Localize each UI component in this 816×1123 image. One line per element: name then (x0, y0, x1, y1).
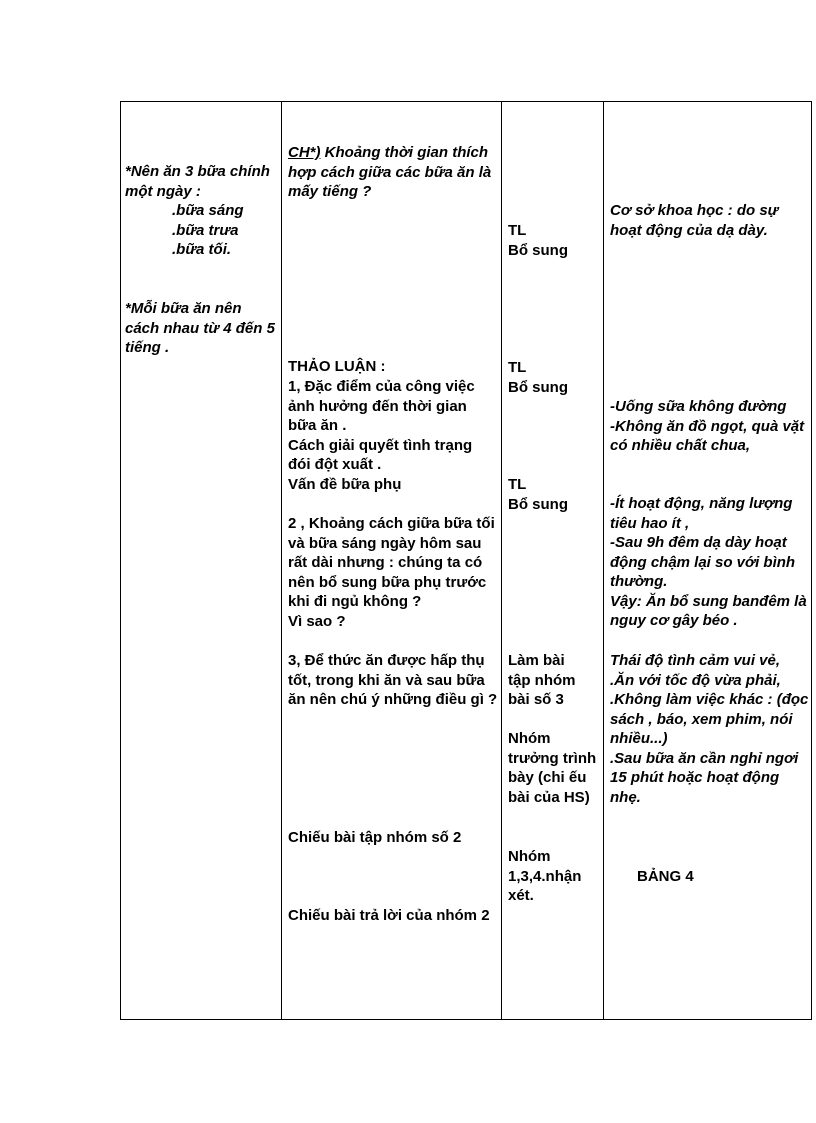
science-basis: Cơ sở khoa học : do sự hoạt động của dạ dày. (610, 202, 779, 239)
interval-note: *Mỗi bữa ăn nên cách nhau từ 4 đến 5 tiếng . (125, 300, 275, 356)
meal-breakfast: .bữa sáng (172, 202, 244, 219)
show-group-2-exercise: Chiếu bài tập nhóm số 2 (288, 829, 462, 846)
discussion-item-3: 3, Để thức ăn được hấp thụ tốt, trong khi ăn và sau bữa ăn nên chú ý những điều gì ? (288, 652, 498, 708)
groups-comment: Nhóm 1,3,4.nhận xét. (508, 848, 582, 904)
column-divider (603, 101, 604, 1020)
question-text: Khoảng thời gian thích hợp cách giữa các bữa ăn là mấy tiếng ? (288, 144, 492, 200)
meal-lunch: .bữa trưa (172, 222, 239, 239)
group-exercise: Làm bài tập nhóm bài số 3 (508, 652, 576, 708)
column-divider (281, 101, 282, 1020)
leader-present: Nhóm trưởng trình bày (chi ếu bài của HS) (508, 730, 597, 806)
question-1 (288, 143, 493, 202)
board-label: BẢNG 4 (637, 868, 694, 885)
answer-supplement-1: TL Bổ sung (508, 222, 568, 259)
advice-1: -Uống sữa không đường -Không ăn đồ ngọt, quà vặt có nhiều chất chua, (610, 398, 805, 454)
answer-supplement-2: TL Bổ sung (508, 359, 568, 396)
discussion-item-2: 2 , Khoảng cách giữa bữa tối và bữa sáng ngày hôm sau rất dài nhưng : chúng ta có nên bổ sung bữa phụ trước khi đi ngủ không ? Vì sao ? (288, 515, 495, 630)
column-divider (501, 101, 502, 1020)
attitude-notes: Thái độ tình cảm vui vẻ, .Ăn với tốc độ vừa phải, .Không làm việc khác : (đọc sách , báo, xem phim, nói nhiều...) .Sau bữa ăn cần nghỉ ngơi 15 phút hoặc hoạt động nhẹ. (610, 652, 809, 806)
discussion-item-1: 1, Đặc điểm của công việc ảnh hưởng đến thời gian bữa ăn . Cách giải quyết tình trạng đói đột xuất . Vấn đề bữa phụ (288, 378, 475, 493)
discussion-title: THẢO LUẬN : (288, 358, 386, 375)
question-prefix: CH*) (288, 144, 321, 161)
meals-note: *Nên ăn 3 bữa chính một ngày : (125, 163, 270, 200)
show-group-2-answer: Chiếu bài trả lời của nhóm 2 (288, 907, 490, 924)
advice-2: -Ít hoạt động, năng lượng tiêu hao ít , -Sau 9h đêm dạ dày hoạt động chậm lại so với bình thường. Vậy: Ăn bổ sung banđêm là nguy cơ gây béo . (610, 495, 807, 629)
answer-supplement-3: TL Bổ sung (508, 476, 568, 513)
meal-dinner: .bữa tối. (172, 241, 232, 258)
